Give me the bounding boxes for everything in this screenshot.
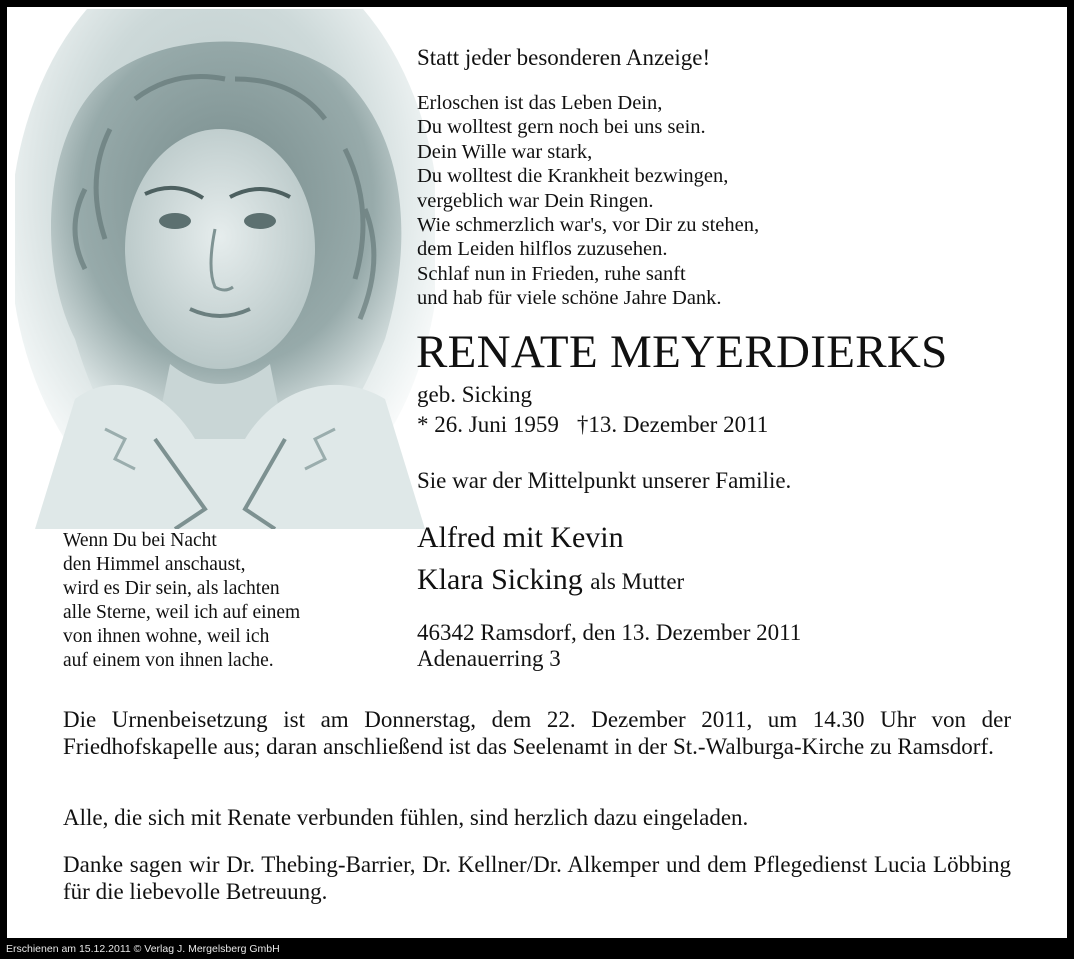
mourner-role: als Mutter	[590, 569, 685, 594]
mourner	[417, 563, 684, 596]
quote-line: auf einem von ihnen lache.	[63, 650, 274, 671]
tagline: Sie war der Mittelpunkt unserer Familie.	[417, 468, 792, 493]
quote-line: wird es Dir sein, als lachten	[63, 578, 280, 599]
poem-line: Dein Wille war stark,	[417, 140, 593, 163]
quote-line: Wenn Du bei Nacht	[63, 530, 217, 551]
poem-line: Erloschen ist das Leben Dein,	[417, 92, 663, 114]
quote-line: von ihnen wohne, weil ich	[63, 626, 270, 647]
life-dates	[417, 412, 768, 438]
address	[417, 620, 801, 672]
notice-heading: Statt jeder besonderen Anzeige!	[417, 45, 711, 70]
street: Adenauerring 3	[417, 646, 561, 671]
portrait-photo	[15, 9, 435, 529]
maiden-name: geb. Sicking	[417, 382, 532, 407]
poem-line: Schlaf nun in Frieden, ruhe sanft	[417, 262, 686, 285]
poem-line: und hab für viele schöne Jahre Dank.	[417, 287, 722, 310]
quote-line: alle Sterne, weil ich auf einem	[63, 602, 301, 623]
mourner-name: Alfred mit Kevin	[417, 521, 624, 554]
poem-line: Du wolltest die Krankheit bezwingen,	[417, 165, 729, 188]
obituary-notice	[7, 7, 1067, 938]
city-date: 46342 Ramsdorf, den 13. Dezember 2011	[417, 620, 802, 645]
poem-line: Du wolltest gern noch bei uns sein.	[417, 116, 706, 139]
birth-date: * 26. Juni 1959	[417, 412, 559, 437]
poem-line: vergeblich war Dein Ringen.	[417, 189, 654, 212]
publication-footer: Erschienen am 15.12.2011 © Verlag J. Mergelsberg GmbH	[6, 943, 280, 955]
invitation-paragraph: Alle, die sich mit Renate verbunden fühlen, sind herzlich dazu eingeladen.	[63, 805, 749, 830]
mourner	[417, 521, 624, 554]
thanks-paragraph: Danke sagen wir Dr. Thebing-Barrier, Dr. Kellner/Dr. Alkemper und dem Pflegedienst Lucia Löbbing für die liebevolle Betreuung.	[63, 852, 1011, 904]
mourner-name: Klara Sicking	[417, 563, 583, 596]
funeral-info-paragraph: Die Urnenbeisetzung ist am Donnerstag, dem 22. Dezember 2011, um 14.30 Uhr von der Friedhofskapelle aus; daran anschließend ist das Seelenamt in der St.-Walburga-Kirche zu Ramsdorf.	[63, 707, 1011, 759]
quote-line: den Himmel anschaust,	[63, 554, 246, 575]
death-date: †13. Dezember 2011	[576, 412, 769, 437]
quote	[63, 529, 300, 673]
poem-line: dem Leiden hilflos zuzusehen.	[417, 238, 668, 261]
deceased-name: RENATE MEYERDIERKS	[416, 326, 948, 378]
poem-line: Wie schmerzlich war's, vor Dir zu stehen,	[417, 214, 760, 237]
poem	[417, 91, 759, 311]
